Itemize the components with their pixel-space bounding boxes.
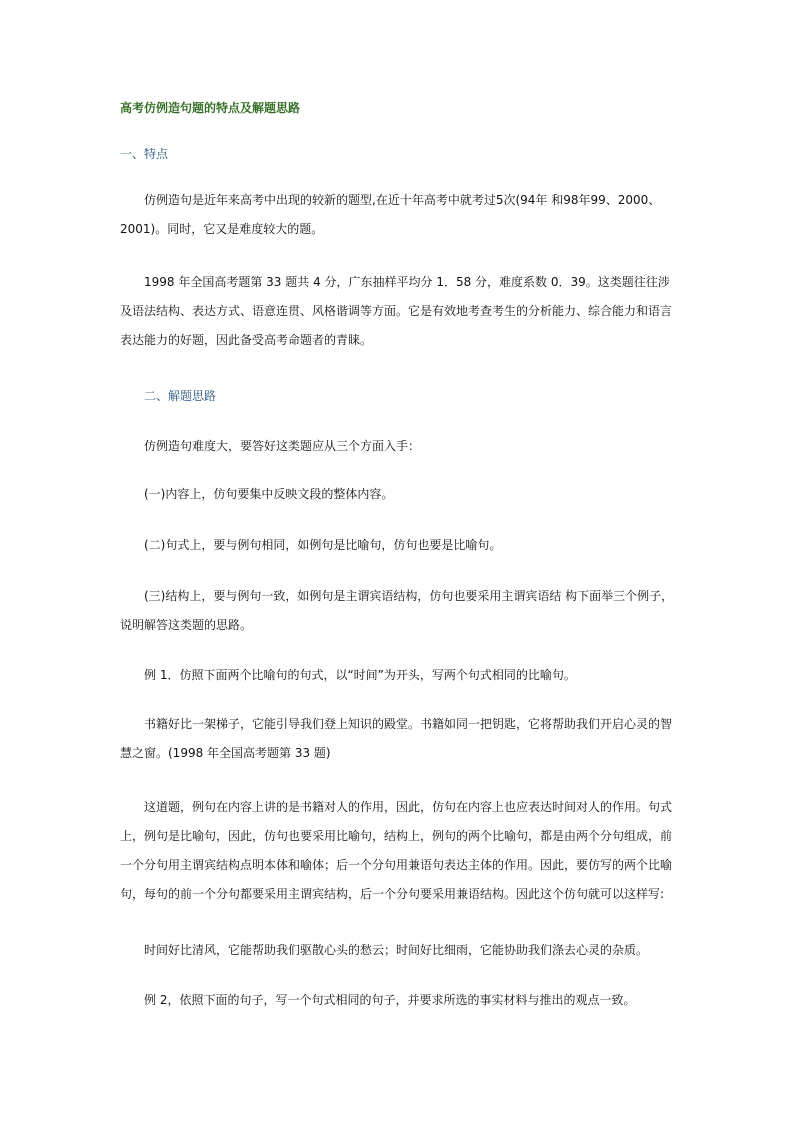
paragraph-content-rule: (一)内容上，仿句要集中反映文段的整体内容。: [144, 487, 394, 501]
paragraph-example-1: 例 1．仿照下面两个比喻句的句式，以“时间”为开头，写两个句式相同的比喻句。: [144, 668, 576, 682]
paragraph-answer: 时间好比清风，它能帮助我们驱散心头的愁云；时间好比细雨，它能协助我们涤去心灵的杂质。: [144, 943, 649, 957]
paragraph-example-2: 例 2，依照下面的句子，写一个句式相同的句子，并要求所选的事实材料与推出的观点一致。: [144, 993, 636, 1007]
paragraph-sentence-pattern-rule: (二)句式上，要与例句相同，如例句是比喻句，仿句也要是比喻句。: [144, 538, 502, 552]
paragraph-three-aspects: 仿例造句难度大，要答好这类题应从三个方面入手：: [144, 439, 421, 453]
paragraph-analysis: 这道题，例句在内容上讲的是书籍对人的作用，因此，仿句在内容上也应表达时间对人的作用。句式上，例句是比喻句，因此，仿句也要采用比喻句，结构上，例句的两个比喻句，都是由两个分句组成，前一个分句用主谓宾结构点明本体和喻体；后一个分句用兼语句表达主体的作用。因此，要仿写的两个比喻句，每句的前一个分句都要采用主谓宾结构，后一个分句要采用兼语结构。因此这个仿句就可以这样写:: [120, 800, 673, 901]
section-heading-features: 一、特点: [120, 147, 169, 161]
paragraph-book-metaphor: 书籍好比一架梯子，它能引导我们登上知识的殿堂。书籍如同一把钥匙，它将帮助我们开启心灵的智慧之窗。(1998 年全国高考题第 33 题): [120, 717, 673, 760]
paragraph-structure-rule: (三)结构上，要与例句一致，如例句是主谓宾语结构，仿句也要采用主谓宾语结 构下面举三个例子，说明解答这类题的思路。: [120, 589, 674, 632]
paragraph-intro: 仿例造句是近年来高考中出现的较新的题型,在近十年高考中就考过5次(94年 和98年99、2000、2001)。同时，它又是难度较大的题。: [120, 193, 661, 236]
paragraph-1998-exam: 1998 年全国高考题第 33 题共 4 分，广东抽样平均分 1．58 分，难度系数 0．39。这类题往往涉及语法结构、表达方式、语意连贯、风格谐调等方面。它是有效地考查考生的分析能力、综合能力和语言表达能力的好题，因此备受高考命题者的青睐。: [120, 275, 673, 347]
document-title: 高考仿例造句题的特点及解题思路: [120, 101, 301, 115]
section-heading-approach: 二、解题思路: [144, 389, 217, 403]
